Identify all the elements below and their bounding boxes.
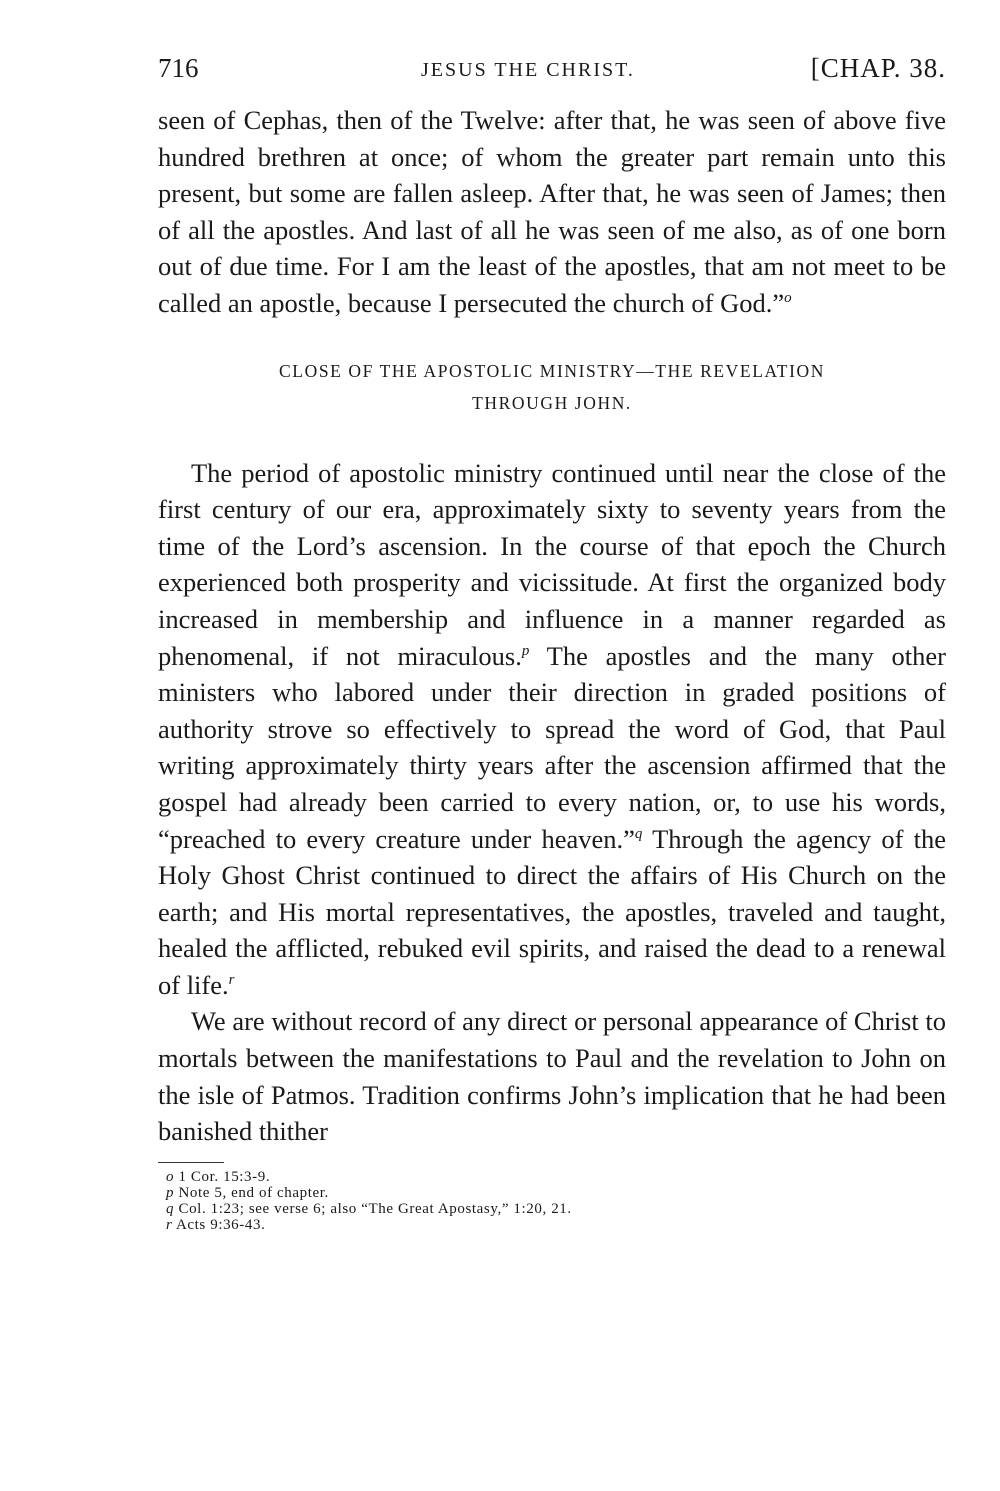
- footnote-marker: p: [521, 642, 530, 659]
- footnote-mark: q: [166, 1200, 175, 1217]
- section-heading-line-2: THROUGH JOHN.: [472, 392, 632, 413]
- footnote: [158, 1185, 946, 1201]
- section-heading-line-1: CLOSE OF THE APOSTOLIC MINISTRY—THE REVELATION: [279, 360, 825, 381]
- footnote-text: Col. 1:23; see verse 6; also “The Great Apostasy,” 1:20, 21.: [178, 1200, 572, 1217]
- continued-paragraph: [158, 102, 946, 322]
- paragraph-text: The period of apostolic ministry continued until near the close of the first century of our era, approximately sixty to seventy years from the time of the Lord’s ascension. In the course of that epoch the Church experienced both prosperity and vicissitude. At first the organized body increased in membership and influence in a manner regarded as phenomenal, if not miraculous.: [158, 457, 946, 671]
- footnote: [158, 1201, 946, 1217]
- footnote-mark: p: [166, 1184, 175, 1201]
- footnote-marker: o: [784, 290, 792, 307]
- body-text: [158, 102, 946, 1150]
- paragraph-text: The apostles and the many other ministers who labored under their direction in graded positions of authority strove so effectively to spread the word of God, that Paul writing approximately thirty years after the ascension affirmed that the gospel had already been carried to every nation, or, to use his words, “preached to every creature under heaven.”: [158, 640, 946, 854]
- footnote-mark: o: [166, 1168, 175, 1185]
- paragraph: [158, 1003, 946, 1149]
- footnote-text: Acts 9:36-43.: [175, 1216, 266, 1233]
- paragraph: [158, 455, 946, 1004]
- footnote: [158, 1217, 946, 1233]
- footnote-text: Note 5, end of chapter.: [178, 1184, 329, 1201]
- footnote-divider: [158, 1162, 224, 1163]
- paragraph-text: Through the agency of the Holy Ghost Christ continued to direct the affairs of His Church on the earth; and His mortal representatives, the apostles, traveled and taught, healed the afflicted, rebuked evil spirits, and raised the dead to a renewal of life.: [158, 823, 946, 1000]
- footnote-mark: r: [166, 1216, 173, 1233]
- book-title: JESUS THE CHRIST.: [421, 59, 635, 81]
- heading-divider: [552, 431, 553, 441]
- continued-paragraph-text: seen of Cephas, then of the Twelve: after that, he was seen of above five hundred brethren at once; of whom the greater part remain unto this present, but some are fallen asleep. After that, he was seen of James; then of all the apostles. And last of all he was seen of me also, as of one born out of due time. For I am the least of the apostles, that am not meet to be called an apostle, because I persecuted the church of God.”: [158, 105, 946, 318]
- chapter-label: [CHAP. 38.: [810, 53, 946, 83]
- footnotes: [158, 1169, 946, 1233]
- footnote-marker: q: [634, 825, 643, 842]
- page-number: 716: [158, 53, 199, 83]
- book-page: [158, 48, 946, 1233]
- paragraph-text: We are without record of any direct or personal appearance of Christ to mortals between the manifestations to Paul and the revelation to John on the isle of Patmos. Tradition confirms John’s implication that he had been banished thither: [158, 1006, 946, 1147]
- footnote: [158, 1169, 946, 1185]
- footnote-marker: r: [228, 972, 235, 989]
- section-heading: [158, 355, 946, 419]
- footnote-text: 1 Cor. 15:3-9.: [178, 1168, 271, 1185]
- running-head: [158, 48, 946, 88]
